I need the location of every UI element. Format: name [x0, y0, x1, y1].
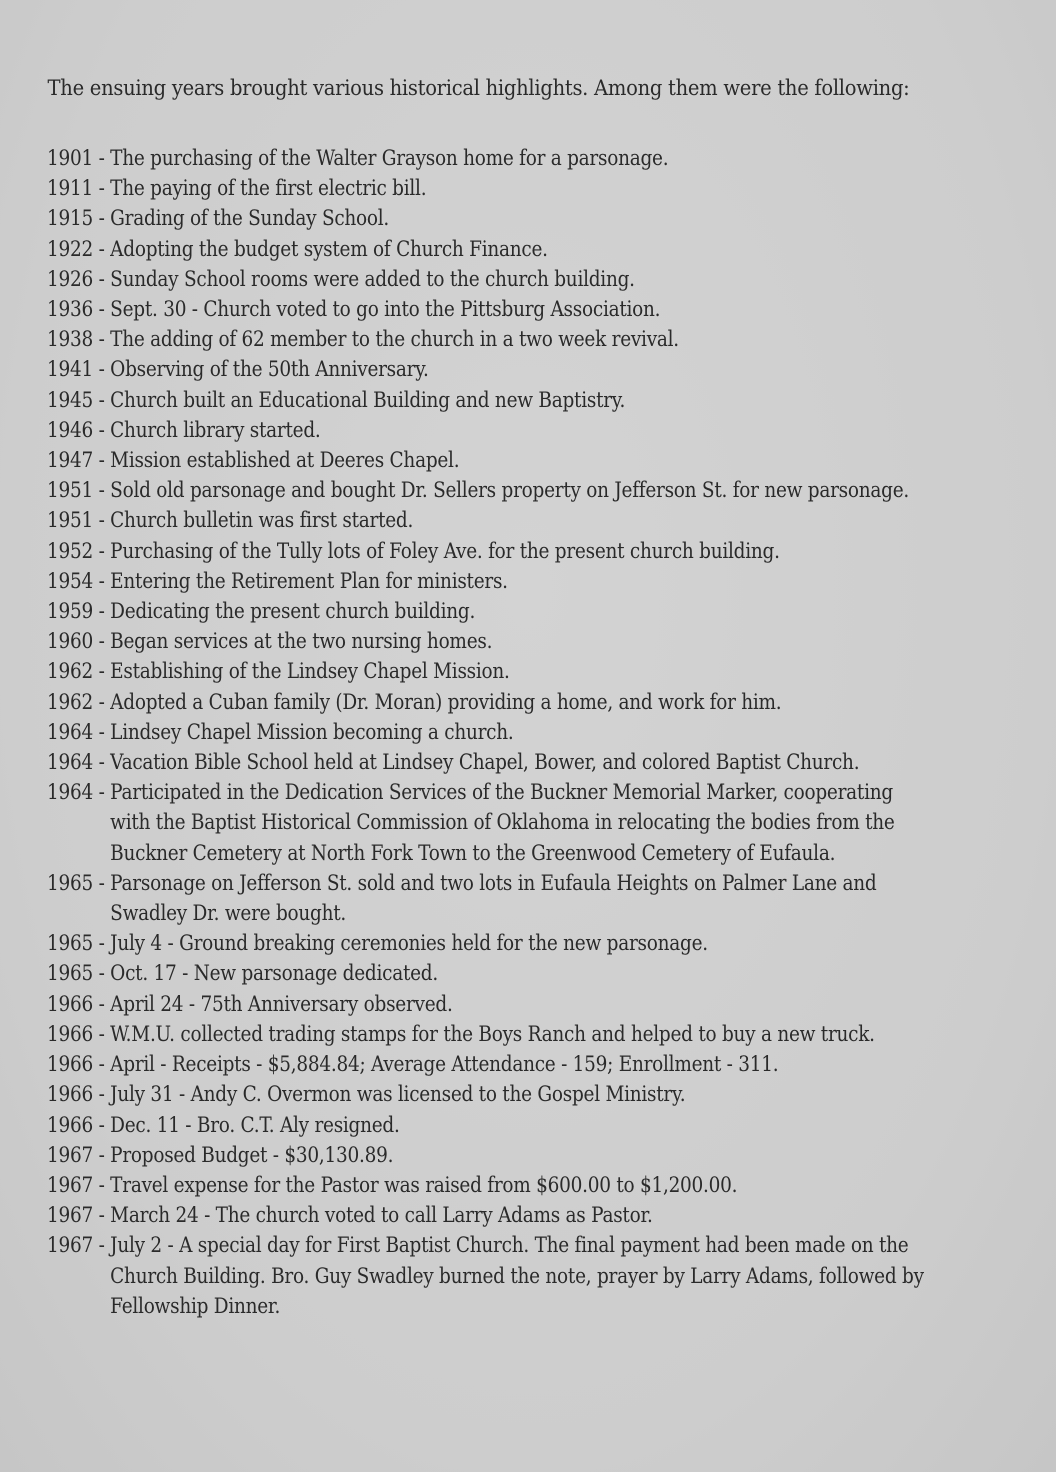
entry-text: Entering the Retirement Plan for ministers. — [110, 568, 508, 593]
entry-separator: - — [92, 538, 111, 563]
entry-separator: - — [92, 478, 111, 503]
entry-year: 1965 — [47, 870, 93, 895]
entry-separator: - — [92, 689, 111, 714]
entry-year: 1964 — [47, 780, 93, 805]
entry-separator: - — [92, 1172, 111, 1197]
entry-year: 1936 — [47, 297, 93, 322]
entry-text: Church library started. — [110, 417, 321, 442]
entry-text: The purchasing of the Walter Grayson home for a parsonage. — [110, 146, 669, 170]
timeline-entry — [47, 264, 936, 294]
entry-text: Mission established at Deeres Chapel. — [110, 448, 460, 473]
entry-year: 1941 — [47, 357, 93, 382]
entry-text: The adding of 62 member to the church in a two week revival. — [110, 327, 679, 352]
timeline-entry — [47, 1110, 936, 1140]
entry-separator: - — [92, 297, 111, 322]
entry-text: Travel expense for the Pastor was raised from $600.00 to $1,200.00. — [110, 1172, 738, 1197]
timeline-entry — [47, 717, 936, 747]
entry-separator: - — [92, 1052, 111, 1077]
timeline-entry — [47, 777, 936, 868]
entry-year: 1967 — [47, 1142, 93, 1167]
entry-separator: - — [92, 1021, 111, 1046]
entry-separator: - — [92, 1233, 111, 1258]
timeline-entry — [47, 989, 936, 1019]
entry-text: W.M.U. collected trading stamps for the Boys Ranch and helped to buy a new truck. — [110, 1021, 875, 1046]
entry-separator: - — [92, 750, 111, 775]
entry-separator: - — [92, 1142, 111, 1167]
entry-text: April 24 - 75th Anniversary observed. — [110, 991, 453, 1016]
timeline-entry — [47, 626, 936, 656]
entry-text: Adopting the budget system of Church Finance. — [110, 236, 548, 261]
entry-year: 1966 — [47, 1021, 93, 1046]
entry-year: 1965 — [47, 961, 93, 986]
timeline-entry — [47, 475, 936, 505]
entry-text: Proposed Budget - $30,130.89. — [110, 1142, 394, 1167]
timeline-entry — [47, 1140, 936, 1170]
entry-year: 1962 — [47, 659, 93, 684]
entry-separator: - — [92, 146, 111, 170]
entry-separator: - — [92, 357, 111, 382]
timeline-entry — [47, 1170, 936, 1200]
entry-year: 1965 — [47, 931, 93, 956]
timeline-entry — [47, 385, 936, 415]
entry-year: 1954 — [47, 568, 93, 593]
timeline-entry — [47, 928, 936, 958]
entry-text: July 4 - Ground breaking ceremonies held for the new parsonage. — [110, 931, 708, 956]
timeline-entry — [47, 143, 936, 173]
entry-separator: - — [92, 448, 111, 473]
timeline-entry — [47, 354, 936, 384]
entry-separator: - — [92, 659, 111, 684]
timeline-entry — [47, 868, 936, 928]
entry-text: Oct. 17 - New parsonage dedicated. — [110, 961, 438, 986]
entry-separator: - — [92, 327, 111, 352]
timeline-entry — [47, 234, 936, 264]
entry-text: Sold old parsonage and bought Dr. Sellers property on Jefferson St. for new parsonage. — [110, 478, 910, 503]
timeline-entry — [47, 415, 936, 445]
timeline-entry — [47, 1049, 936, 1079]
entry-year: 1901 — [47, 146, 93, 170]
entry-separator: - — [92, 1082, 111, 1107]
entry-text: March 24 - The church voted to call Larry Adams as Pastor. — [110, 1203, 653, 1228]
timeline-entry — [47, 173, 936, 203]
timeline-entry — [47, 747, 936, 777]
timeline-entry — [47, 445, 936, 475]
entry-year: 1967 — [47, 1233, 93, 1258]
timeline-entry — [47, 1019, 936, 1049]
entry-text: July 2 - A special day for First Baptist Church. The final payment had been made on the Church Building. Bro. Guy Swadley burned the note, prayer by Larry Adams, followed by Fellowship Dinner. — [110, 1233, 924, 1318]
entry-year: 1951 — [47, 508, 93, 533]
entry-separator: - — [92, 417, 111, 442]
entry-separator: - — [92, 961, 111, 986]
entry-year: 1959 — [47, 599, 93, 624]
entry-separator: - — [92, 387, 111, 412]
timeline-entry — [47, 324, 936, 354]
timeline-entry — [47, 294, 936, 324]
timeline-entry — [47, 596, 936, 626]
entry-text: Adopted a Cuban family (Dr. Moran) providing a home, and work for him. — [110, 689, 782, 714]
timeline-entry — [47, 958, 936, 988]
entry-text: Vacation Bible School held at Lindsey Chapel, Bower, and colored Baptist Church. — [110, 750, 860, 775]
entry-separator: - — [92, 1203, 111, 1228]
entry-separator: - — [92, 1112, 111, 1137]
entry-separator: - — [92, 599, 111, 624]
timeline-list — [47, 143, 936, 1321]
timeline-entry — [47, 1230, 936, 1321]
timeline-entry — [47, 1200, 936, 1230]
entry-text: Lindsey Chapel Mission becoming a church. — [110, 719, 514, 744]
entry-separator: - — [92, 176, 111, 201]
entry-text: Parsonage on Jefferson St. sold and two lots in Eufaula Heights on Palmer Lane and Swadley Dr. were bought. — [110, 870, 877, 926]
entry-text: The paying of the first electric bill. — [110, 176, 427, 201]
intro-paragraph: The ensuing years brought various historical highlights. Among them were the following: — [47, 76, 910, 100]
entry-text: Grading of the Sunday School. — [110, 206, 390, 231]
entry-year: 1967 — [47, 1203, 93, 1228]
timeline-entry — [47, 505, 936, 535]
timeline-entry — [47, 566, 936, 596]
entry-separator: - — [92, 991, 111, 1016]
entry-separator: - — [92, 508, 111, 533]
entry-year: 1966 — [47, 991, 93, 1016]
entry-text: Participated in the Dedication Services of the Buckner Memorial Marker, cooperating with the Baptist Historical Commission of Oklahoma in relocating the bodies from the Buckner Cemetery at North Fork Town to the Greenwood Cemetery of Eufaula. — [110, 780, 895, 865]
entry-text: Observing of the 50th Anniversary. — [110, 357, 429, 382]
entry-year: 1966 — [47, 1052, 93, 1077]
entry-year: 1926 — [47, 266, 93, 291]
entry-text: April - Receipts - $5,884.84; Average Attendance - 159; Enrollment - 311. — [110, 1052, 779, 1077]
entry-separator: - — [92, 719, 111, 744]
entry-text: Church built an Educational Building and new Baptistry. — [110, 387, 626, 412]
entry-year: 1946 — [47, 417, 93, 442]
entry-text: Dec. 11 - Bro. C.T. Aly resigned. — [110, 1112, 400, 1137]
entry-year: 1966 — [47, 1112, 93, 1137]
entry-text: Church bulletin was first started. — [110, 508, 414, 533]
entry-separator: - — [92, 780, 111, 805]
entry-year: 1960 — [47, 629, 93, 654]
entry-separator: - — [92, 266, 111, 291]
entry-year: 1964 — [47, 750, 93, 775]
entry-year: 1915 — [47, 206, 93, 231]
timeline-entry — [47, 1079, 936, 1109]
entry-year: 1922 — [47, 236, 93, 261]
entry-year: 1952 — [47, 538, 93, 563]
entry-text: Establishing of the Lindsey Chapel Mission. — [110, 659, 510, 684]
entry-year: 1964 — [47, 719, 93, 744]
entry-text: Sunday School rooms were added to the church building. — [110, 266, 635, 291]
timeline-entry — [47, 687, 936, 717]
entry-text: Purchasing of the Tully lots of Foley Ave. for the present church building. — [110, 538, 780, 563]
entry-year: 1911 — [47, 176, 93, 201]
entry-year: 1962 — [47, 689, 93, 714]
timeline-entry — [47, 656, 936, 686]
entry-separator: - — [92, 870, 111, 895]
entry-year: 1967 — [47, 1172, 93, 1197]
entry-text: Sept. 30 - Church voted to go into the Pittsburg Association. — [110, 297, 661, 322]
entry-separator: - — [92, 236, 111, 261]
entry-text: July 31 - Andy C. Overmon was licensed to the Gospel Ministry. — [110, 1082, 686, 1107]
entry-separator: - — [92, 568, 111, 593]
entry-year: 1966 — [47, 1082, 93, 1107]
entry-year: 1945 — [47, 387, 93, 412]
entry-separator: - — [92, 629, 111, 654]
entry-year: 1951 — [47, 478, 93, 503]
entry-text: Began services at the two nursing homes. — [110, 629, 493, 654]
timeline-entry — [47, 536, 936, 566]
entry-year: 1938 — [47, 327, 93, 352]
entry-year: 1947 — [47, 448, 93, 473]
timeline-entry — [47, 203, 936, 233]
entry-separator: - — [92, 931, 111, 956]
entry-separator: - — [92, 206, 111, 231]
entry-text: Dedicating the present church building. — [110, 599, 476, 624]
